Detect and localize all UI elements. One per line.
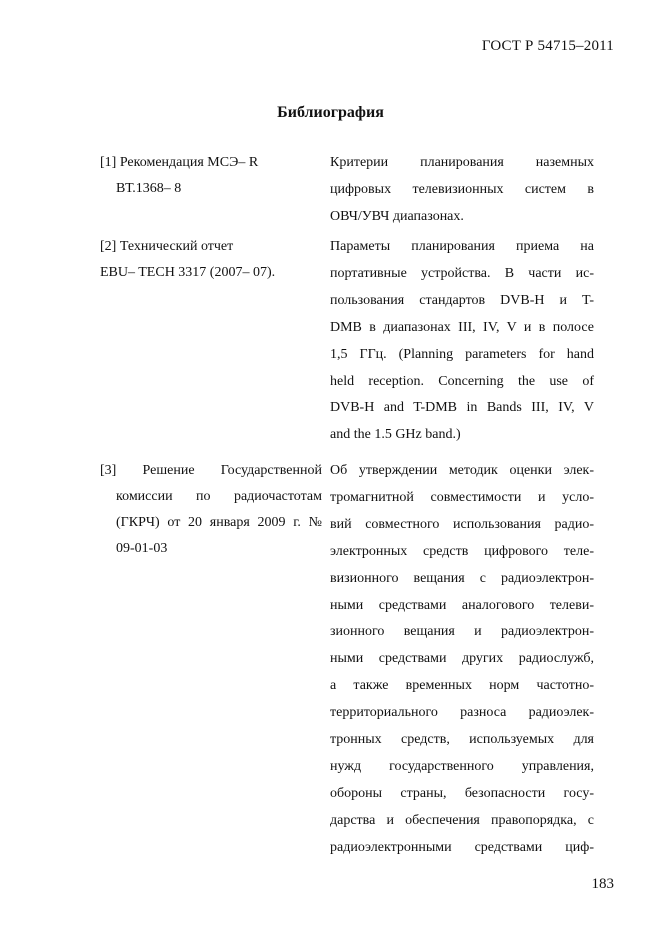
description-line: тронных средств, используемых для	[330, 732, 594, 748]
description-line: радиоэлектронными средствами циф-	[330, 839, 594, 855]
description-line: обороны страны, безопасности госу-	[330, 785, 594, 801]
reference-line: [3] Решение Государственной	[100, 463, 322, 478]
reference-line: (ГКРЧ) от 20 января 2009 г. №	[116, 515, 322, 530]
description-line: held reception. Concerning the use of	[330, 373, 594, 389]
entry-reference	[100, 150, 322, 202]
page-title: Библиография	[277, 104, 384, 121]
description-line: Критерии планирования наземных	[330, 155, 594, 170]
description-line: визионного вещания с радиоэлектрон-	[330, 570, 594, 586]
reference-line: 09-01-03	[116, 541, 168, 556]
description-line: нужд государственного управления,	[330, 758, 594, 774]
description-line: электронных средств цифрового теле-	[330, 543, 594, 559]
entry-description	[330, 458, 594, 862]
entry-description	[330, 150, 594, 231]
reference-line: ВТ.1368– 8	[116, 181, 182, 196]
description-line: дарства и обеспечения правопорядка, с	[330, 812, 594, 828]
reference-line: комиссии по радиочастотам	[116, 489, 322, 504]
entry-reference	[100, 458, 322, 562]
description-line: and the 1.5 GHz band.)	[330, 427, 461, 443]
description-line: ными средствами аналогового телеви-	[330, 597, 594, 613]
description-line: 1,5 ГГц. (Planning parameters for hand	[330, 346, 594, 362]
description-line: DVB-H and T-DMB in Bands III, IV, V	[330, 400, 594, 416]
reference-line: [2] Технический отчет	[100, 239, 234, 254]
description-line: территориального разноса радиоэлек-	[330, 705, 594, 721]
description-line: ОВЧ/УВЧ диапазонах.	[330, 208, 464, 224]
description-line: пользования стандартов DVB-H и T-	[330, 292, 594, 308]
description-line: зионного вещания и радиоэлектрон-	[330, 624, 594, 640]
document-header: ГОСТ Р 54715–2011	[481, 38, 614, 54]
description-line: цифровых телевизионных систем в	[330, 181, 594, 197]
description-line: ными средствами других радиослужб,	[330, 651, 594, 667]
description-line: Об утверждении методик оценки элек-	[330, 463, 594, 478]
reference-line: [1] Рекомендация МСЭ– R	[100, 155, 259, 170]
description-line: вий совместного использования радио-	[330, 516, 594, 532]
page-number: 183	[591, 876, 614, 892]
description-line: а также временных норм частотно-	[330, 678, 594, 694]
description-line: тромагнитной совместимости и усло-	[330, 489, 594, 505]
description-line: DMB в диапазонах III, IV, V и в полосе	[330, 319, 594, 335]
entry-description	[330, 234, 594, 449]
reference-line: EBU– TECH 3317 (2007– 07).	[100, 265, 276, 280]
description-line: Параметы планирования приема на	[330, 239, 594, 254]
description-line: портативные устройства. В части ис-	[330, 265, 594, 281]
entry-reference	[100, 234, 322, 286]
